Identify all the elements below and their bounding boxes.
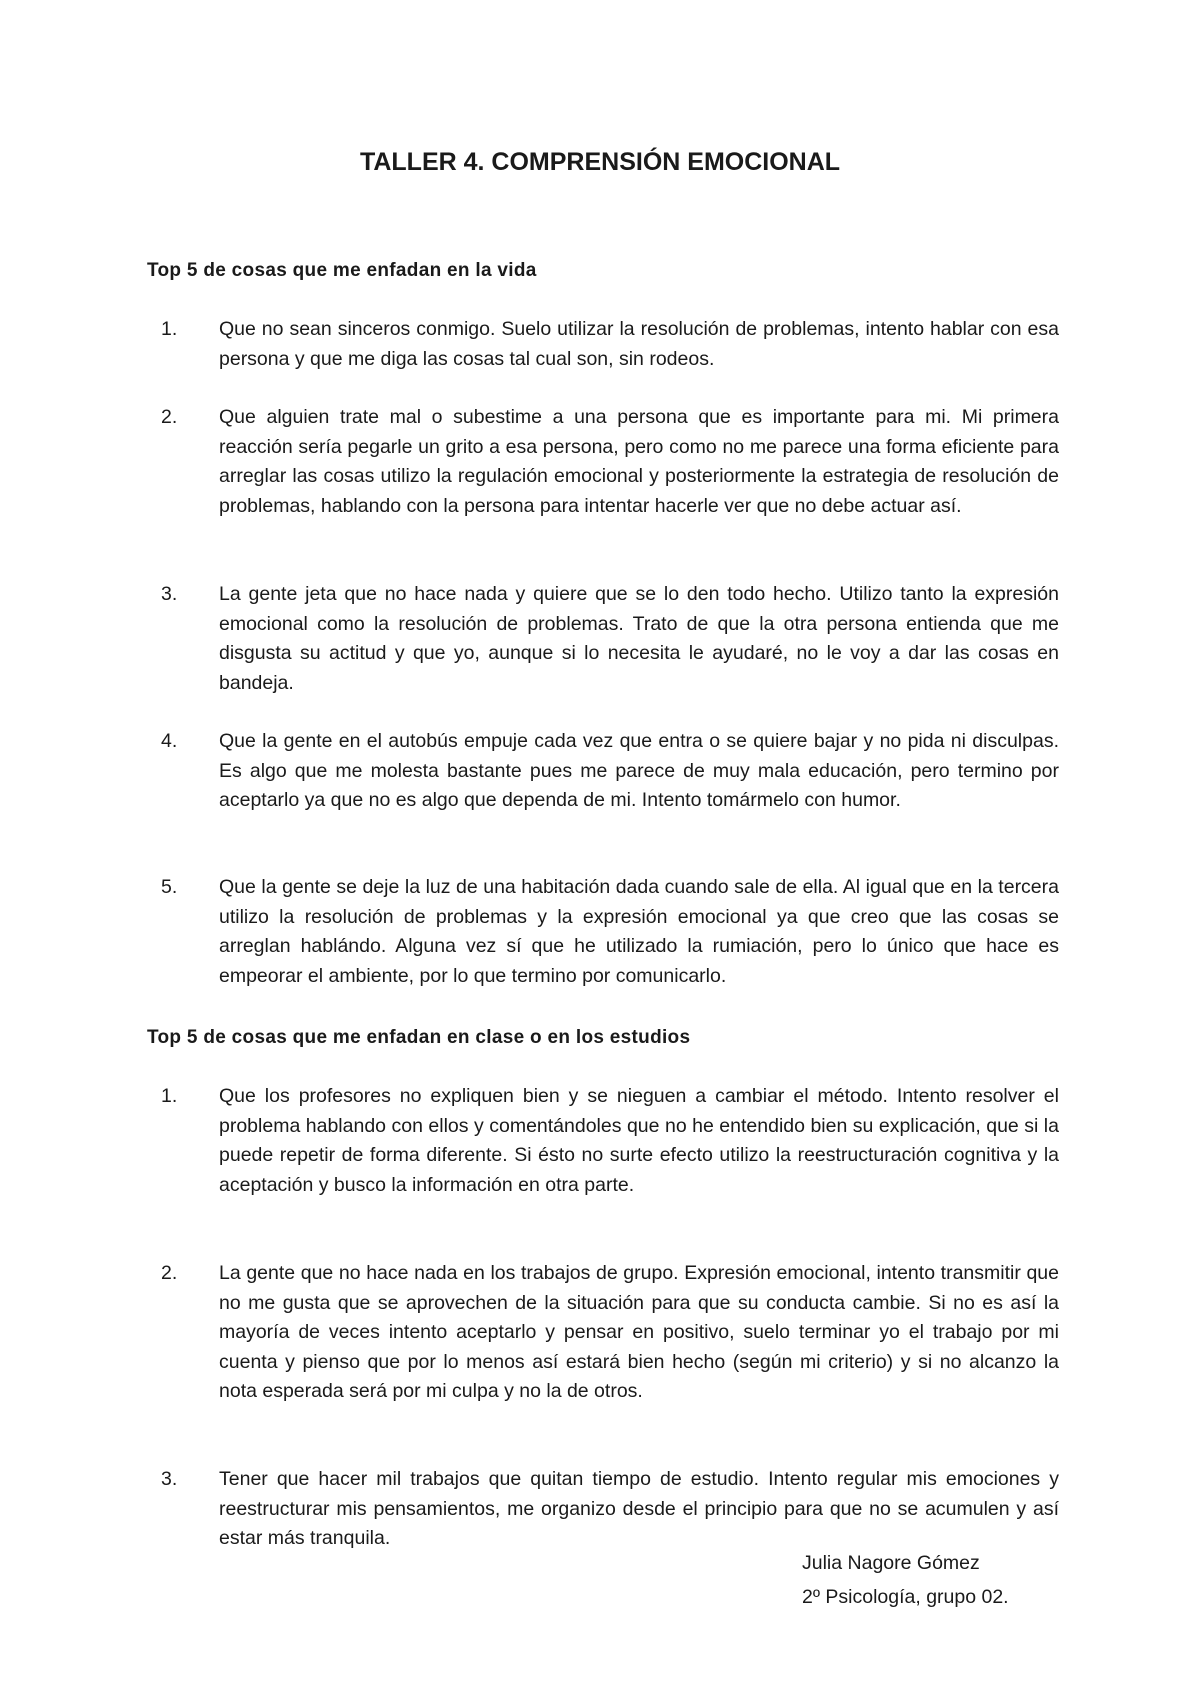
document-title: TALLER 4. COMPRENSIÓN EMOCIONAL	[359, 148, 841, 176]
list-text: La gente que no hace nada en los trabajos de grupo. Expresión emocional, intento transmitir que no me gusta que se aprovechen de la situación para que su conducta cambie. Si no es así la mayoría de veces intento aceptarlo y pensar en positivo, suelo terminar yo el trabajo por mi cuenta y pienso que por lo menos así estará bien hecho (según mi criterio) y si no alcanzo la nota esperada será por mi culpa y no la de otros.	[219, 1262, 1059, 1402]
list-text: Que la gente se deje la luz de una habitación dada cuando sale de ella. Al igual que en la tercera utilizo la resolución de problemas y la expresión emocional ya que creo que las cosas se arreglan hablándo. Alguna vez sí que he utilizado la rumiación, pero lo único que hace es empeorar el ambiente, por lo que termino por comunicarlo.	[219, 876, 1059, 987]
signature-group: 2º Psicología, grupo 02.	[802, 1586, 1009, 1608]
list-text: Que no sean sinceros conmigo. Suelo utilizar la resolución de problemas, intento hablar con esa persona y que me diga las cosas tal cual son, sin rodeos.	[219, 318, 1059, 370]
signature-name: Julia Nagore Gómez	[802, 1552, 980, 1574]
section-heading-studies: Top 5 de cosas que me enfadan en clase o en los estudios	[147, 1027, 691, 1048]
list-number: 3.	[161, 1468, 178, 1490]
list-number: 2.	[161, 406, 178, 428]
list-number: 1.	[161, 1085, 178, 1107]
list-number: 1.	[161, 318, 178, 340]
section-heading-life: Top 5 de cosas que me enfadan en la vida	[147, 260, 537, 281]
list-number: 5.	[161, 876, 178, 898]
list-text: La gente jeta que no hace nada y quiere que se lo den todo hecho. Utilizo tanto la expresión emocional como la resolución de problemas. Trato de que la otra persona entienda que me disgusta su actitud y que yo, aunque si lo necesita le ayudaré, no le voy a dar las cosas en bandeja.	[219, 583, 1059, 694]
list-number: 2.	[161, 1262, 178, 1284]
list-text: Que la gente en el autobús empuje cada vez que entra o se quiere bajar y no pida ni disculpas. Es algo que me molesta bastante pues me parece de muy mala educación, pero termino por aceptarlo ya que no es algo que dependa de mi. Intento tomármelo con humor.	[219, 730, 1059, 811]
list-text: Que los profesores no expliquen bien y se nieguen a cambiar el método. Intento resolver el problema hablando con ellos y comentándoles que no he entendido bien su explicación, que si la puede repetir de forma diferente. Si ésto no surte efecto utilizo la reestructuración cognitiva y la aceptación y busco la información en otra parte.	[219, 1085, 1059, 1196]
list-number: 3.	[161, 583, 178, 605]
list-text: Tener que hacer mil trabajos que quitan tiempo de estudio. Intento regular mis emociones y reestructurar mis pensamientos, me organizo desde el principio para que no se acumulen y así estar más tranquila.	[219, 1468, 1059, 1549]
list-number: 4.	[161, 730, 178, 752]
list-text: Que alguien trate mal o subestime a una persona que es importante para mi. Mi primera reacción sería pegarle un grito a esa persona, pero como no me parece una forma eficiente para arreglar las cosas utilizo la regulación emocional y posteriormente la estrategia de resolución de problemas, hablando con la persona para intentar hacerle ver que no debe actuar así.	[219, 406, 1059, 517]
